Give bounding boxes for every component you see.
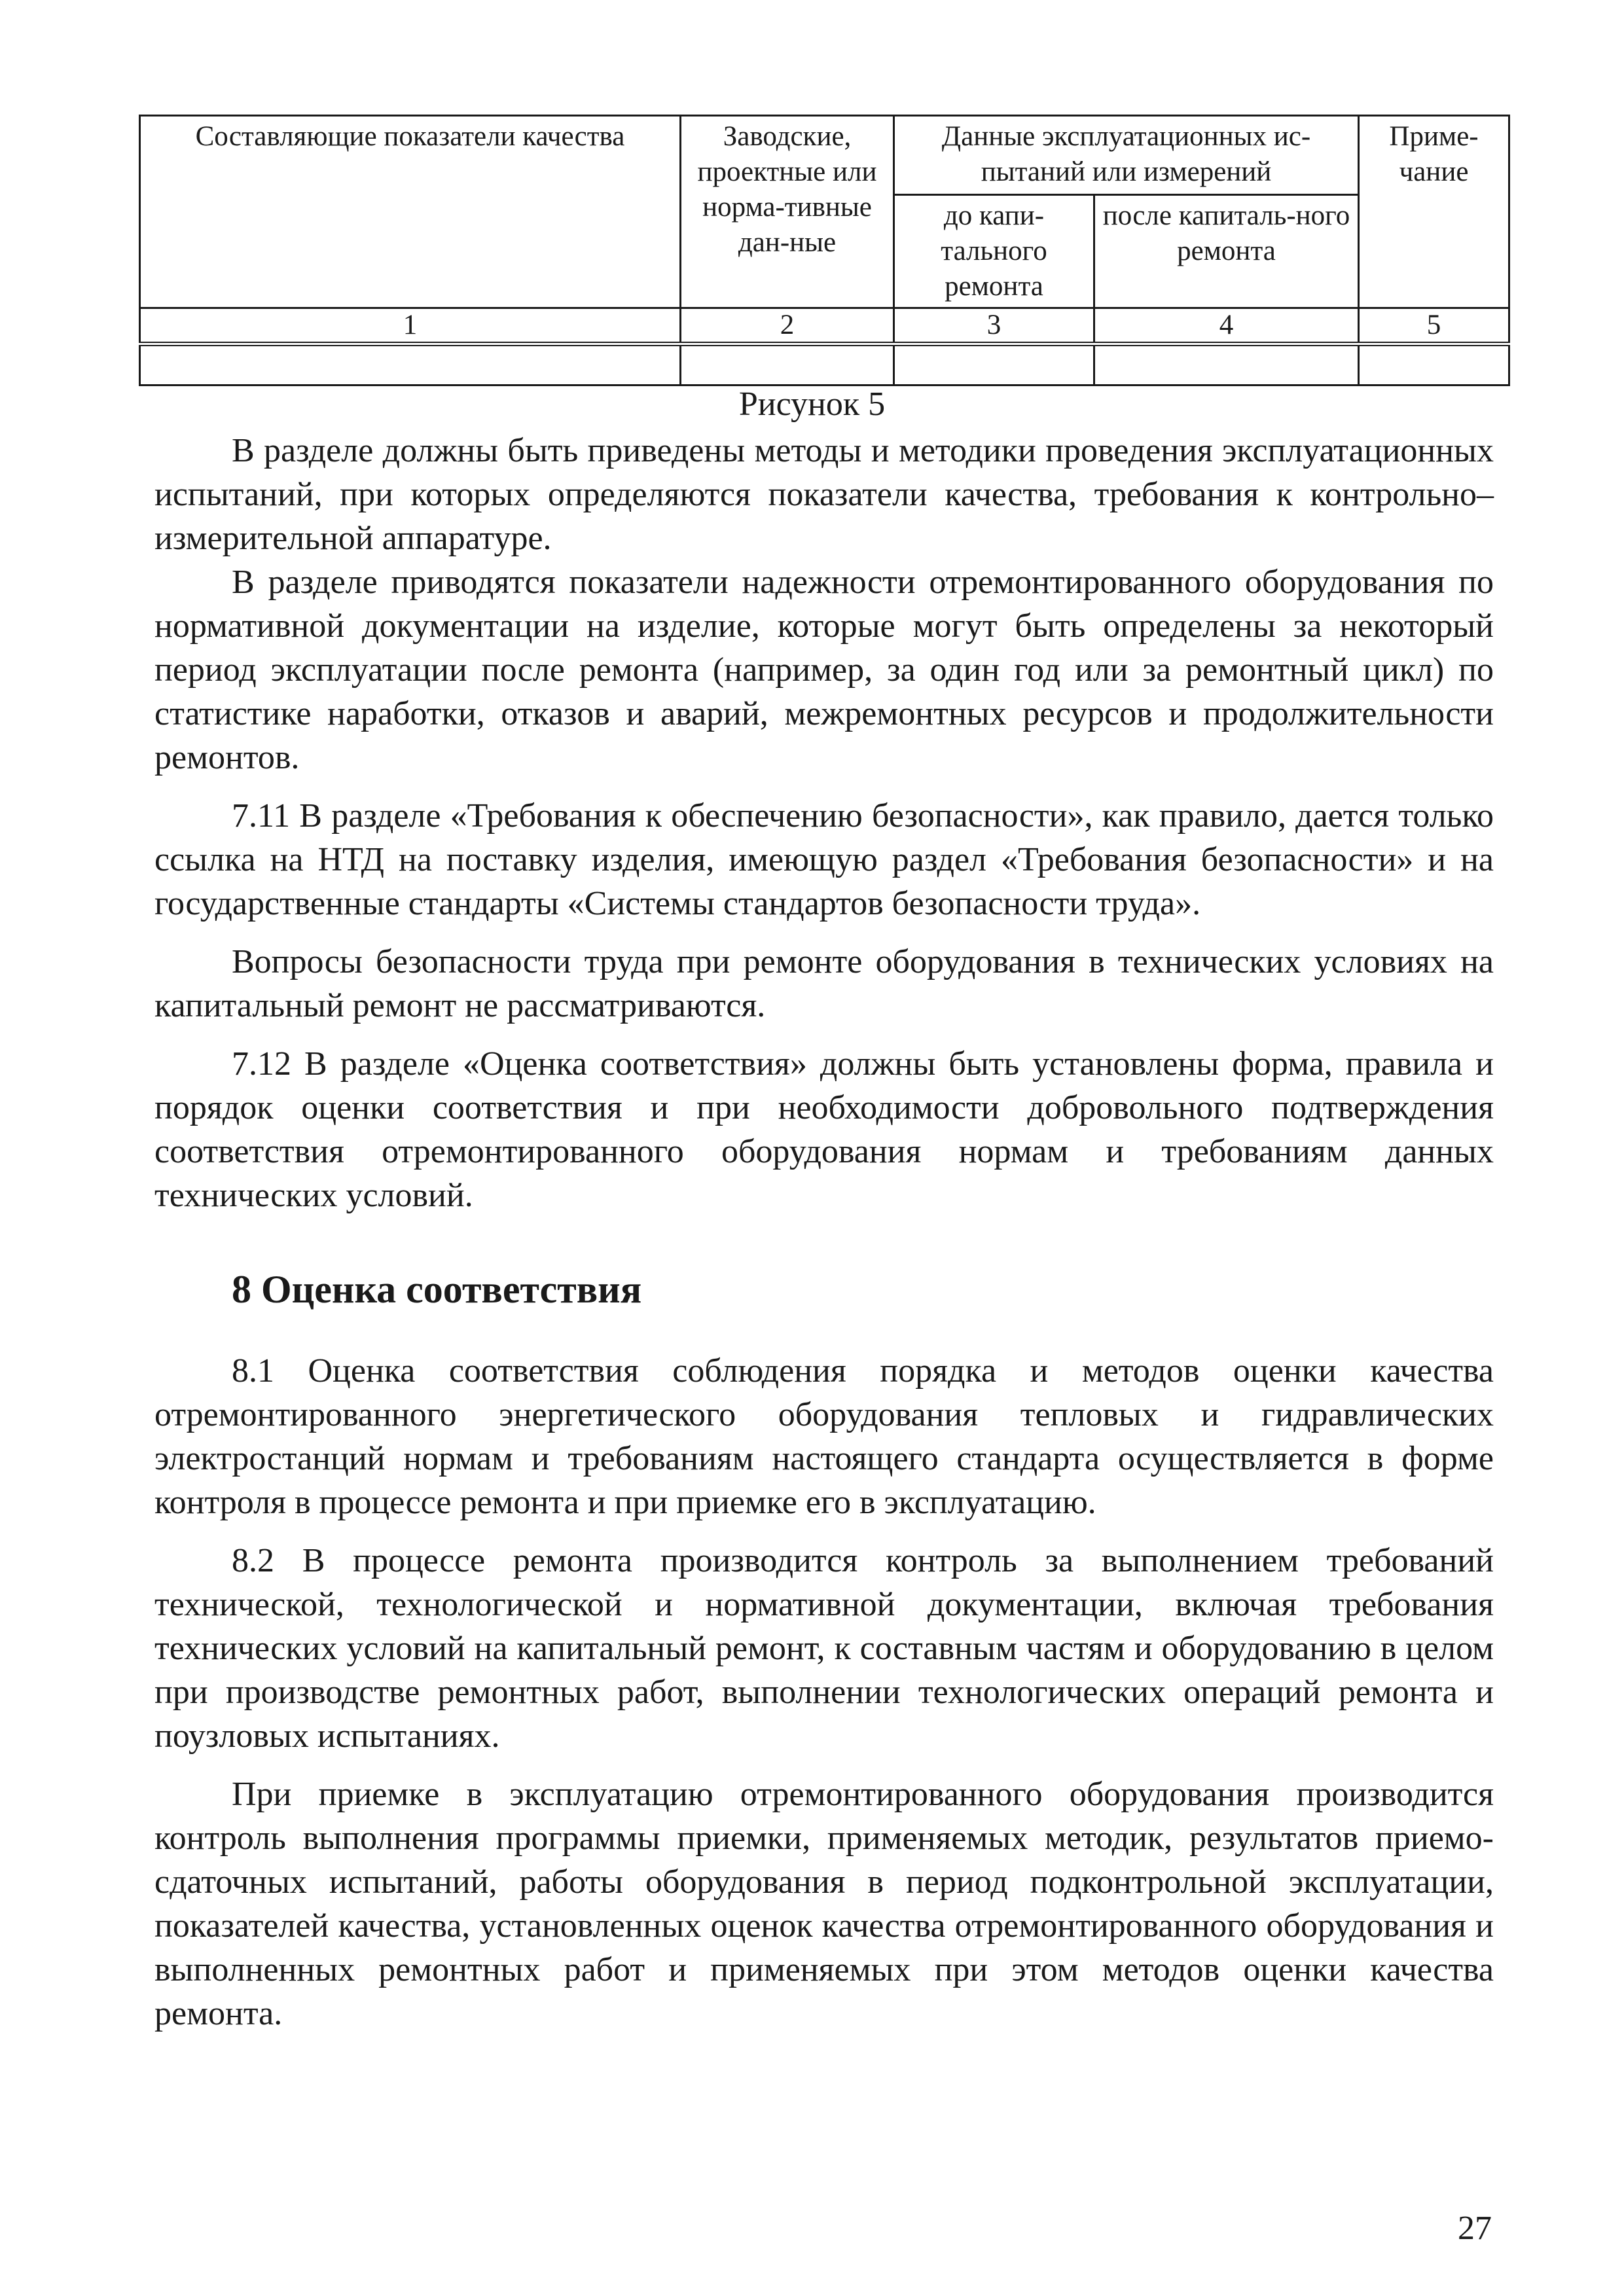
header-cell-before-repair: до капи-тального ремонта [894, 195, 1094, 308]
paragraph-7-11: 7.11 В разделе «Требования к обеспечению безопасности», как правило, дается только ссылка на НТД на поставку изделия, имеющую раздел «Требования безопасности» и на государственные стандарты «Системы стандартов безопасности труда». [154, 797, 1494, 922]
paragraph: При приемке в эксплуатацию отремонтированного оборудования производится контроль выполнения программы приемки, применяемых методик, результатов приемо-сдаточных испытаний, работы оборудования в период подконтрольной эксплуатации, показателей качества, установленных оценок качества отремонтированного оборудования и выполненных ремонтных работ и применяемых при этом методов оценки качества ремонта. [154, 1776, 1494, 2032]
column-number-cell: 5 [1359, 308, 1509, 344]
header-cell-after-repair: после капиталь-ного ремонта [1094, 195, 1359, 308]
header-cell-factory-data: Заводские, проектные или норма-тивные дан-ные [681, 116, 894, 308]
quality-indicators-table [139, 115, 1510, 386]
column-number-cell: 1 [140, 308, 681, 344]
column-number-cell: 4 [1094, 308, 1359, 344]
paragraph-8-1: 8.1 Оценка соответствия соблюдения порядка и методов оценки качества отремонтированного энергетического оборудования тепловых и гидравлических электростанций нормам и требованиям настоящего стандарта осуществляется в форме контроля в процессе ремонта и при приемке его в эксплуатацию. [154, 1352, 1494, 1521]
table-empty-row [140, 344, 1509, 386]
paragraph: В разделе должны быть приведены методы и методики проведения эксплуатационных испытаний, при которых определяются показатели качества, требования к контрольно–измерительной аппаратуре. [154, 432, 1494, 557]
paragraph-8-2: 8.2 В процессе ремонта производится контроль за выполнением требований технической, технологической и нормативной документации, включая требования технических условий на капитальный ремонт, к составным частям и оборудованию в целом при производстве ремонтных работ, выполнении технологических операций ремонта и поузловых испытаниях. [154, 1542, 1494, 1755]
table-header-row [140, 116, 1509, 195]
table-column-numbers-row [140, 308, 1509, 344]
table-empty-cell [681, 344, 894, 386]
body-text [154, 429, 1494, 2036]
column-number-cell: 3 [894, 308, 1094, 344]
table-empty-cell [1094, 344, 1359, 386]
table-empty-cell [1359, 344, 1509, 386]
page-number: 27 [1458, 2210, 1492, 2247]
paragraph: Вопросы безопасности труда при ремонте оборудования в технических условиях на капитальный ремонт не рассматриваются. [154, 943, 1494, 1024]
paragraph-7-12: 7.12 В разделе «Оценка соответствия» должны быть установлены форма, правила и порядок оценки соответствия и при необходимости добровольного подтверждения соответствия отремонтированного оборудования нормам и требованиям данных технических условий. [154, 1045, 1494, 1214]
section-heading: 8 Оценка соответствия [232, 1268, 642, 1311]
table-empty-cell [894, 344, 1094, 386]
header-cell-note: Приме-чание [1359, 116, 1509, 308]
header-cell-test-data-group: Данные эксплуатационных ис-пытаний или измерений [894, 116, 1359, 195]
header-cell-quality-indicators: Составляющие показатели качества [140, 116, 681, 308]
paragraph: В разделе приводятся показатели надежности отремонтированного оборудования по нормативной документации на изделие, которые могут быть определены за некоторый период эксплуатации после ремонта (например, за один год или за ремонтный цикл) по статистике наработки, отказов и аварий, межремонтных ресурсов и продолжительности ремонтов. [154, 564, 1494, 776]
figure-caption: Рисунок 5 [738, 386, 886, 423]
table-empty-cell [140, 344, 681, 386]
column-number-cell: 2 [681, 308, 894, 344]
